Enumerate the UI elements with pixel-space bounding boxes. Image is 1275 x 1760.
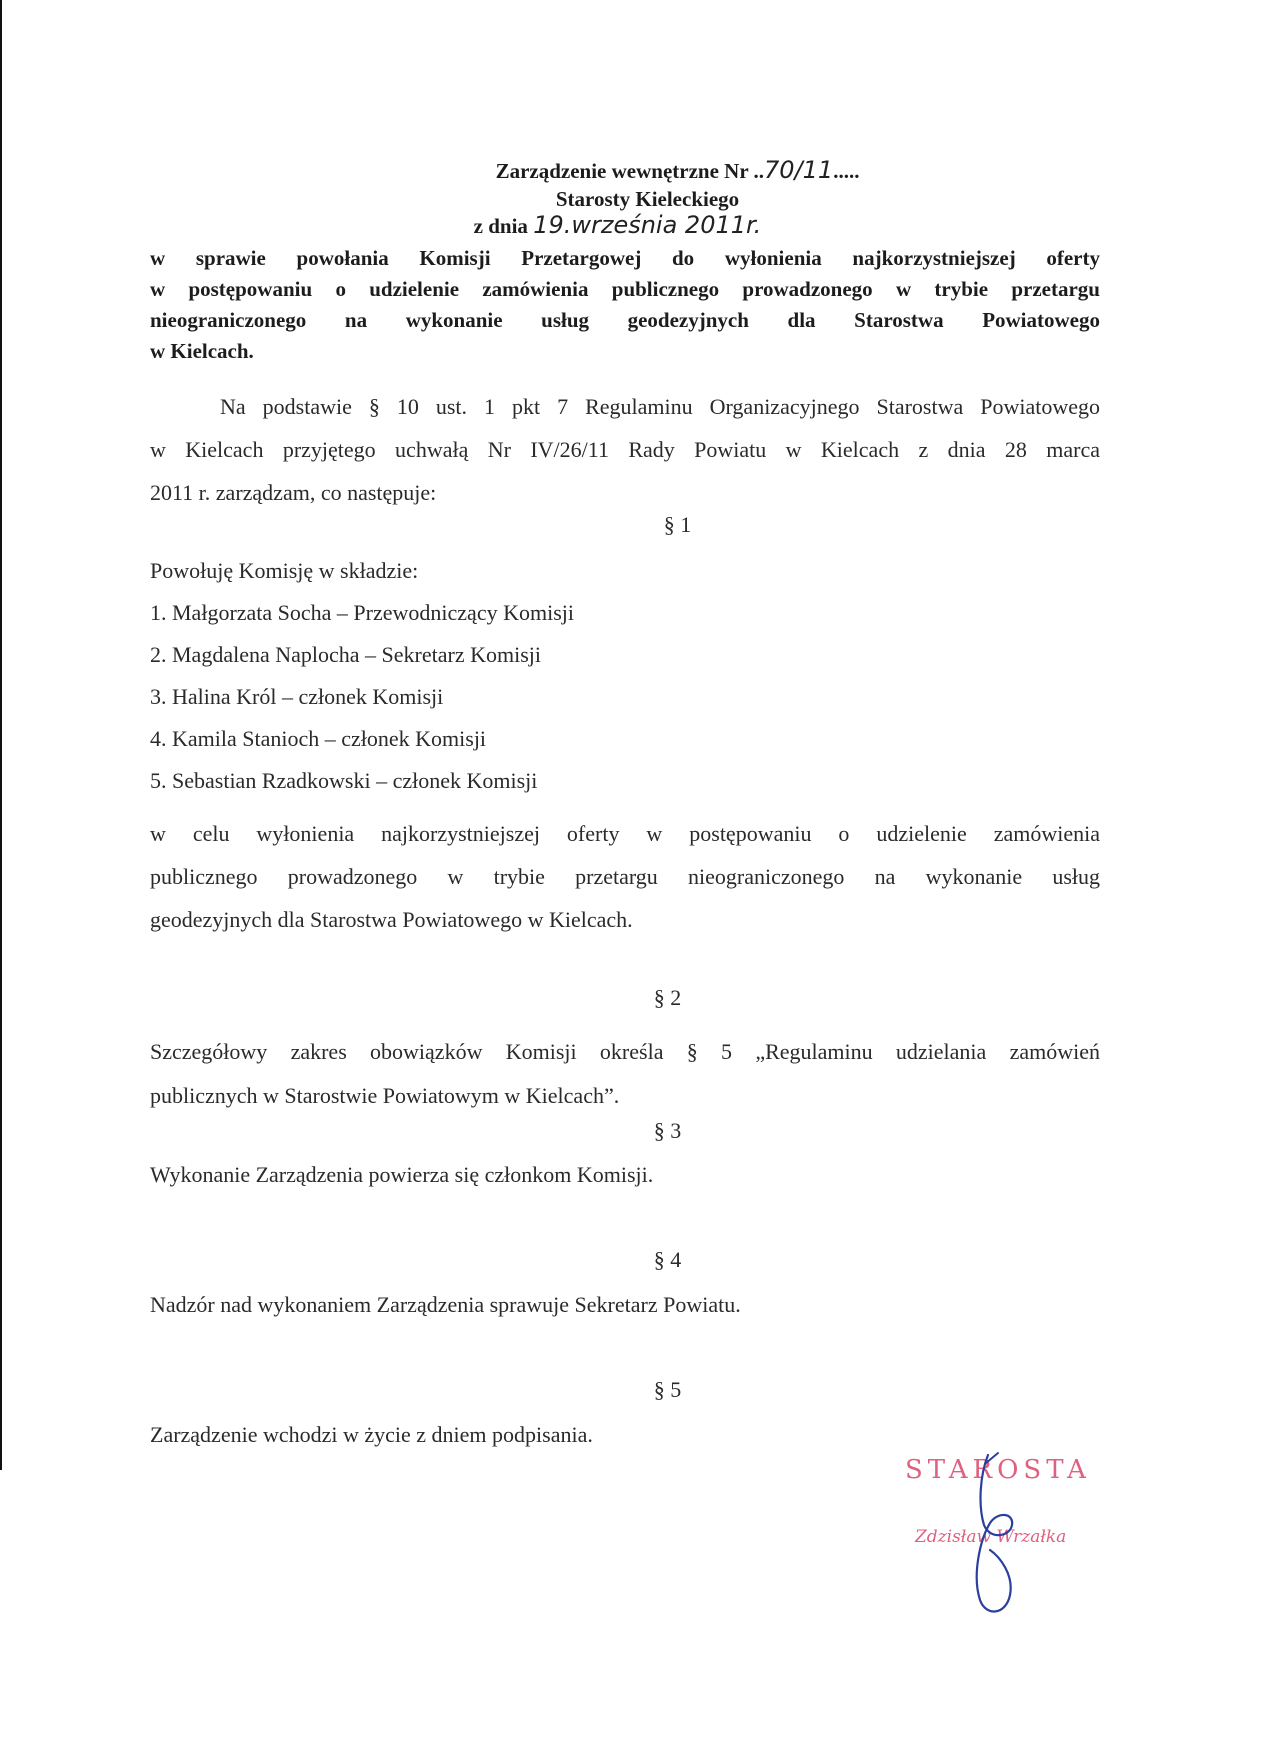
handwritten-number: 70/11 (764, 156, 834, 184)
preamble-line: w Kielcach przyjętego uchwałą Nr IV/26/11 Rady Powiatu w Kielcach z dnia 28 marca (150, 437, 1100, 462)
member-item: 4. Kamila Stanioch – członek Komisji (150, 726, 487, 751)
purpose-line: w celu wyłonienia najkorzystniejszej oferty w postępowaniu o udzielenie zamówienia (150, 821, 1100, 846)
stamp-title: STAROSTA (905, 1455, 1091, 1485)
section-3-text: Wykonanie Zarządzenia powierza się członkom Komisji. (150, 1162, 654, 1187)
subject-line: nieograniczonego na wykonanie usług geodezyjnych dla Starostwa Powiatowego (150, 308, 1100, 332)
member-item: 2. Magdalena Naplocha – Sekretarz Komisji (150, 642, 541, 667)
preamble-line: Na podstawie § 10 ust. 1 pkt 7 Regulaminu Organizacyjnego Starostwa Powiatowego (220, 394, 1100, 419)
preamble-paragraph (150, 385, 1100, 514)
section-2-heading: § 2 (653, 985, 682, 1010)
title-prefix: Zarządzenie wewnętrzne Nr (495, 159, 749, 183)
section-2-line: publicznych w Starostwie Powiatowym w Kielcach”. (150, 1083, 620, 1108)
handwritten-signature (950, 1445, 1050, 1625)
date-prefix: z dnia (473, 214, 528, 238)
section-3-heading: § 3 (653, 1118, 682, 1143)
member-item: 5. Sebastian Rzadkowski – członek Komisji (150, 768, 538, 793)
section-1-intro: Powołuję Komisję w składzie: (150, 558, 419, 583)
section-1-heading: § 1 (663, 512, 692, 537)
subject-line: w sprawie powołania Komisji Przetargowej do wyłonienia najkorzystniejszej oferty (150, 246, 1100, 270)
section-1-purpose (150, 812, 1100, 941)
stamp-name: Zdzisław Wrzałka (915, 1527, 1067, 1547)
document-title: Zarządzenie wewnętrzne Nr ..70/11..... (495, 156, 860, 184)
member-item: 3. Halina Król – członek Komisji (150, 684, 444, 709)
purpose-line: geodezyjnych dla Starostwa Powiatowego w Kielcach. (150, 907, 633, 932)
document-date (0, 213, 1255, 239)
handwritten-date: 19.września 2011r. (533, 211, 762, 239)
subject-line: w postępowaniu o udzielenie zamówienia publicznego prowadzonego w trybie przetargu (150, 277, 1100, 301)
purpose-line: publicznego prowadzonego w trybie przetargu nieograniczonego na wykonanie usług (150, 864, 1100, 889)
section-2-line: Szczegółowy zakres obowiązków Komisji określa § 5 „Regulaminu udzielania zamówień (150, 1039, 1100, 1064)
preamble-line: 2011 r. zarządzam, co następuje: (150, 480, 437, 505)
section-2-text (150, 1030, 1100, 1118)
section-5-text: Zarządzenie wchodzi w życie z dniem podpisania. (150, 1422, 593, 1447)
section-4-heading: § 4 (653, 1247, 682, 1272)
document-authority: Starosty Kieleckiego (555, 187, 740, 211)
subject-line: w Kielcach. (150, 339, 254, 363)
section-5-heading: § 5 (653, 1377, 682, 1402)
subject-paragraph (150, 243, 1100, 367)
member-item: 1. Małgorzata Socha – Przewodniczący Komisji (150, 600, 574, 625)
section-4-text: Nadzór nad wykonaniem Zarządzenia sprawuje Sekretarz Powiatu. (150, 1292, 741, 1317)
